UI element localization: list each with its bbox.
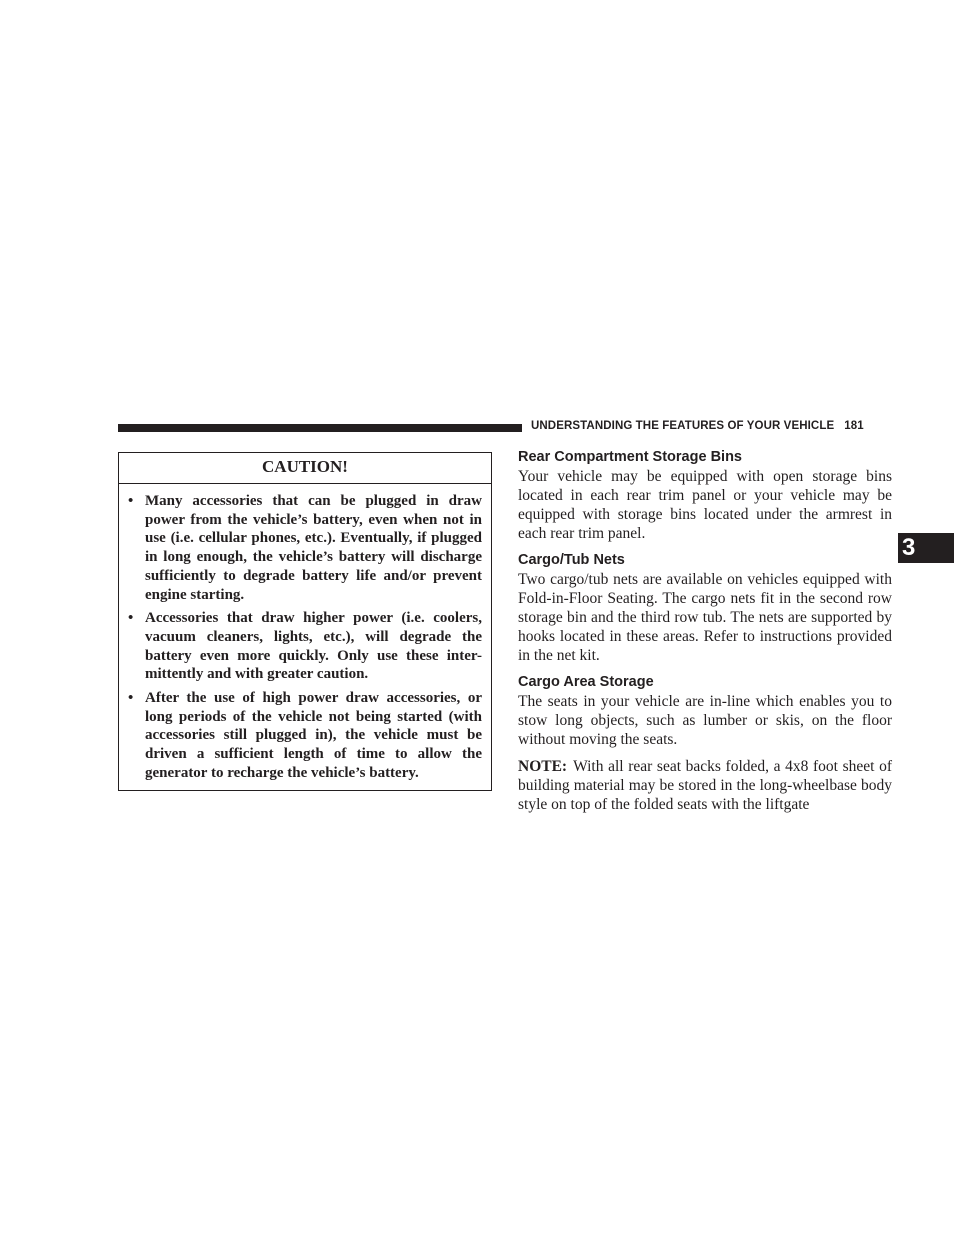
caution-title: CAUTION! [119, 453, 491, 484]
caution-box [118, 452, 492, 791]
section-body-cargo-nets: Two cargo/tub nets are available on vehicles equipped with Fold-in-Floor Seating. The cargo nets fit in the second row storage bin and the third row tub. The nets are supported by hooks located in these areas. Refer to instructions provided in the net kit. [518, 571, 892, 664]
header-title: UNDERSTANDING THE FEATURES OF YOUR VEHICLE [531, 420, 835, 432]
header-rule [118, 424, 522, 432]
caution-item: • Accessories that draw higher power (i.e. coolers, vacuum cleaners, lights, etc.), will degrade the battery even more quickly. Only use these inter-mittently and with greater caution. [145, 609, 482, 684]
section-heading-cargo-area: Cargo Area Storage [518, 674, 654, 690]
section-heading-cargo-nets: Cargo/Tub Nets [518, 552, 625, 568]
running-header [531, 420, 864, 432]
caution-list [119, 484, 491, 783]
note-label: NOTE: [518, 758, 568, 775]
note-paragraph [518, 757, 892, 814]
chapter-tab: 3 [898, 533, 954, 563]
section-body-cargo-area: The seats in your vehicle are in-line which enables you to stow long objects, such as lumber or skis, on the floor without moving the seats. [518, 693, 892, 748]
section-heading-rear-bins: Rear Compartment Storage Bins [518, 449, 742, 465]
caution-item: • Many accessories that can be plugged in draw power from the vehicle’s battery, even when not in use (i.e. cellular phones, etc.). Eventually, if plugged in long enough, the vehicle’s battery will discharge sufficiently to degrade battery life and/or prevent engine starting. [145, 492, 482, 604]
right-column [518, 447, 892, 814]
page-number: 181 [844, 420, 864, 432]
section-body-rear-bins: Your vehicle may be equipped with open storage bins located in each rear trim panel or your vehicle may be equipped with storage bins located under the armrest in each rear trim panel. [518, 468, 892, 542]
note-body: With all rear seat backs folded, a 4x8 foot sheet of building material may be stored in the long-wheelbase body style on top of the folded seats with the liftgate [518, 758, 892, 813]
caution-item: • After the use of high power draw accessories, or long periods of the vehicle not being started (with accessories still plugged in), the vehicle must be driven a sufficient length of time to allow the generator to recharge the vehicle’s battery. [145, 689, 482, 783]
